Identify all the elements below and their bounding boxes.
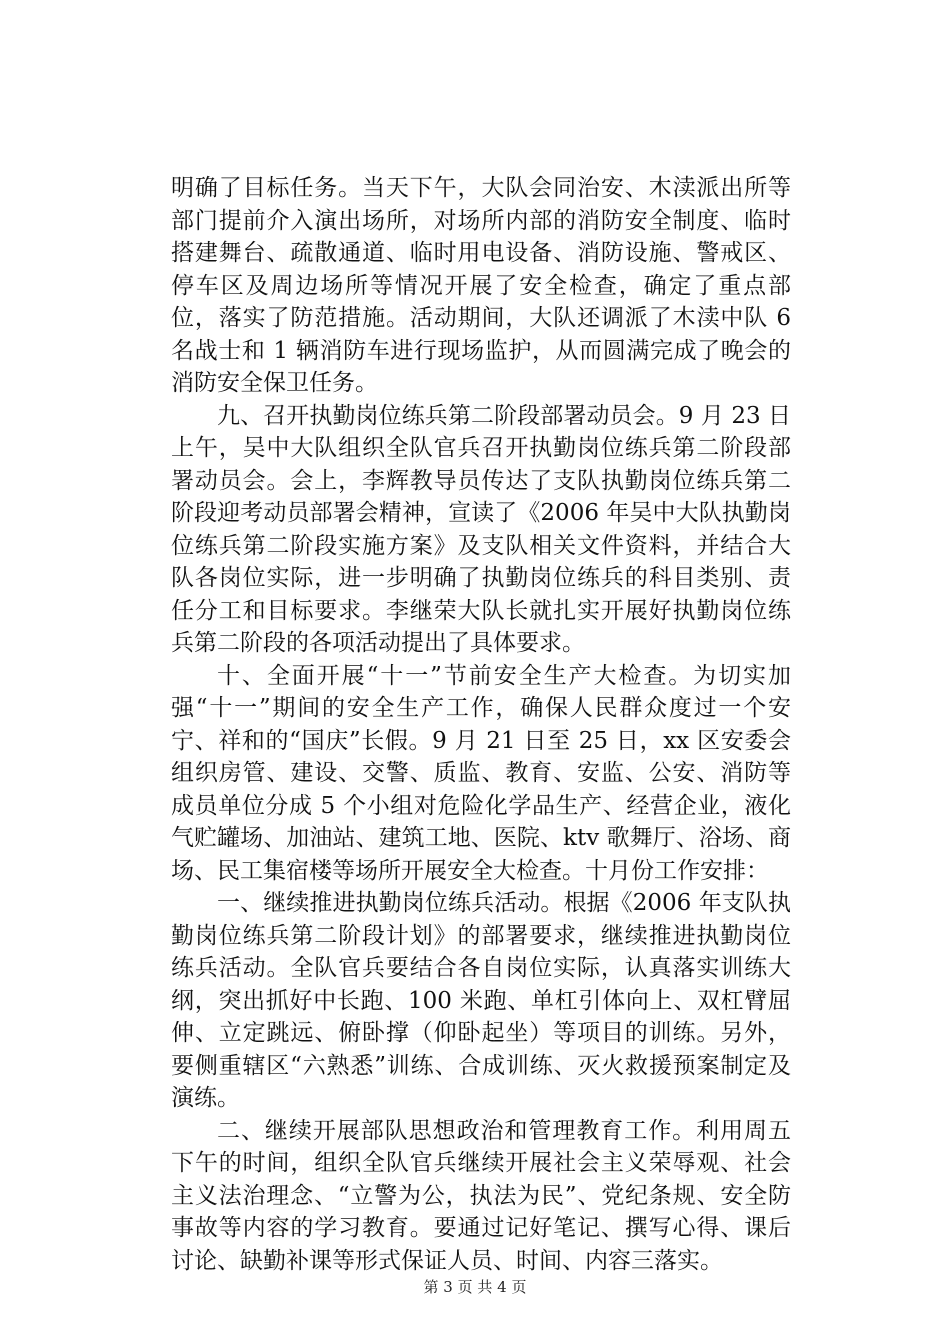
document-body	[171, 172, 791, 1277]
paragraph-1: 明确了目标任务。当天下午，大队会同治安、木渎派出所等部门提前介入演出场所，对场所内部的消防安全制度、临时搭建舞台、疏散通道、临时用电设备、消防设施、警戒区、停车区及周边场所等情况开展了安全检查，确定了重点部位，落实了防范措施。活动期间，大队还调派了木渎中队 6 名战士和 1 辆消防车进行现场监护，从而圆满完成了晚会的消防安全保卫任务。	[171, 175, 791, 396]
paragraph-3: 十、全面开展“十一”节前安全生产大检查。为切实加强“十一”期间的安全生产工作，确保人民群众度过一个安宁、祥和的“国庆”长假。9 月 21 日至 25 日，xx 区安委会组织房管、建设、交警、质监、教育、安监、公安、消防等成员单位分成 5 个小组对危险化学品生产、经营企业，液化气贮罐场、加油站、建筑工地、医院、ktv 歌舞厅、浴场、商场、民工集宿楼等场所开展安全大检查。十月份工作安排：	[171, 662, 791, 884]
paragraph-4: 一、继续推进执勤岗位练兵活动。根据《2006 年支队执勤岗位练兵第二阶段计划》的部署要求，继续推进执勤岗位练兵活动。全队官兵要结合各自岗位实际，认真落实训练大纲，突出抓好中长跑、100 米跑、单杠引体向上、双杠臂屈伸、立定跳远、俯卧撑（仰卧起坐）等项目的训练。另外，要侧重辖区“六熟悉”训练、合成训练、灭火救援预案制定及演练。	[171, 890, 791, 1111]
page-number-footer: 第 3 页 共 4 页	[423, 1278, 527, 1296]
paragraph-2: 九、召开执勤岗位练兵第二阶段部署动员会。9 月 23 日上午，吴中大队组织全队官兵召开执勤岗位练兵第二阶段部署动员会。会上，李辉教导员传达了支队执勤岗位练兵第二阶段迎考动员部署会精神，宣读了《2006 年吴中大队执勤岗位练兵第二阶段实施方案》及支队相关文件资料，并结合大队各岗位实际，进一步明确了执勤岗位练兵的科目类别、责任分工和目标要求。李继荣大队长就扎实开展好执勤岗位练兵第二阶段的各项活动提出了具体要求。	[171, 402, 791, 656]
paragraph-5: 二、继续开展部队思想政治和管理教育工作。利用周五下午的时间，组织全队官兵继续开展社会主义荣辱观、社会主义法治理念、“立警为公，执法为民”、党纪条规、安全防事故等内容的学习教育。要通过记好笔记、撰写心得、课后讨论、缺勤补课等形式保证人员、时间、内容三落实。	[171, 1117, 791, 1274]
